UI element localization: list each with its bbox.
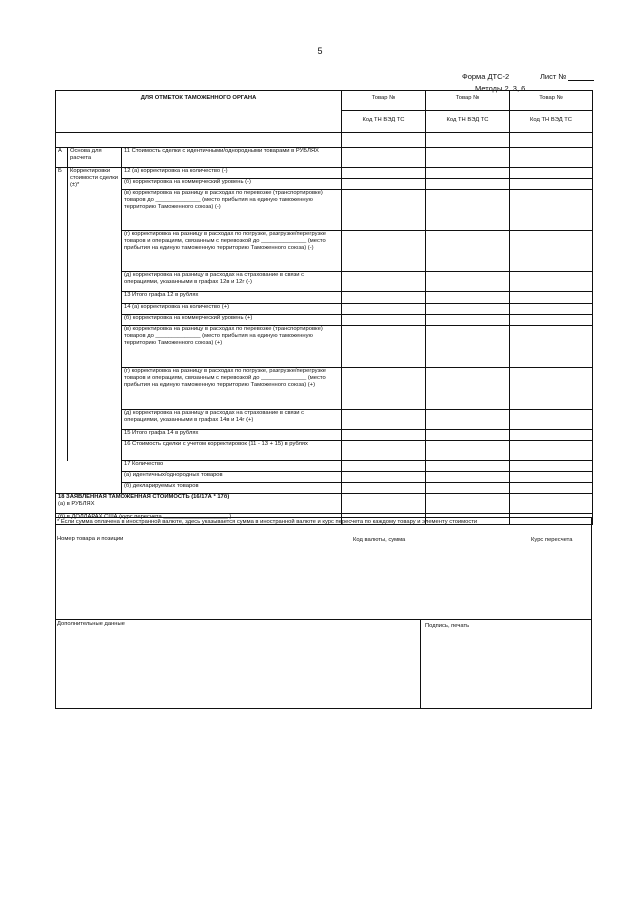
- hs-code-2[interactable]: Код ТН ВЭД ТС: [426, 111, 510, 133]
- form-label: Форма ДТС-2: [462, 72, 510, 81]
- row-18a-label: (а) в РУБЛЯХ: [58, 501, 95, 507]
- row-18-title: 18 ЗАЯВЛЕННАЯ ТАМОЖЕННАЯ СТОИМОСТЬ (16/17А * 17б): [58, 494, 230, 500]
- section-a-label: Основа для расчета: [68, 148, 122, 168]
- lower-divider: [55, 619, 592, 620]
- customs-marks-header: ДЛЯ ОТМЕТОК ТАМОЖЕННОГО ОРГАНА: [56, 91, 342, 133]
- row-17-label: 17 Количество: [122, 461, 342, 472]
- additional-data-label: Дополнительные данные: [57, 621, 125, 627]
- dts2-form-table: [55, 90, 593, 525]
- goods-number-2[interactable]: Товар №: [426, 91, 510, 111]
- row-12d-label: (д) корректировка на разницу в расходах на страхование в связи с операциями, указанными в графах 12в и 12г (-): [122, 272, 342, 292]
- row-12a-value-3[interactable]: [510, 168, 593, 179]
- currency-code-sum-label: Код валюты, сумма: [353, 537, 406, 543]
- section-a-letter: А: [56, 148, 68, 168]
- row-15-label: 15 Итого графа 14 в рублях: [122, 430, 342, 441]
- row-14g-label: (г) корректировка на разницу в расходах по погрузке, разгрузке/перегрузке товаров и операциям, связанным с перевозкой до ______________ (место прибытия на единую таможенную территорию Таможенного союза) (+): [122, 368, 342, 410]
- row-12a-label: 12 (а) корректировка на количество (-): [122, 168, 342, 179]
- sheet-label: Лист №: [540, 72, 567, 81]
- row-11-value-3[interactable]: [510, 148, 593, 168]
- hs-code-1[interactable]: Код ТН ВЭД ТС: [342, 111, 426, 133]
- row-11-value-2[interactable]: [426, 148, 510, 168]
- row-14v-label: (в) корректировка на разницу в расходах по перевозке (транспортировке) товаров до ______________ (место прибытия на единую таможенную территорию Таможенного союза) (+): [122, 326, 342, 368]
- signature-divider: [420, 619, 421, 709]
- row-14d-label: (д) корректировка на разницу в расходах на страхование в связи с операциями, указанными в графах 14в и 14г (+): [122, 410, 342, 430]
- row-17b-label: (б) декларируемых товаров: [122, 483, 342, 494]
- lower-right-border: [591, 517, 592, 709]
- header-spacer: [56, 133, 342, 148]
- row-12a-value-2[interactable]: [426, 168, 510, 179]
- row-12v-label: (в) корректировка на разницу в расходах по перевозке (транспортировке) товаров до ______________ (место прибытия на единую таможенную территорию Таможенного союза) (-): [122, 190, 342, 231]
- item-position-label: Номер товара и позиции: [57, 536, 124, 542]
- row-12a-value-1[interactable]: [342, 168, 426, 179]
- row-11-label: 11 Стоимость сделки с идентичными/однородными товарами в РУБЛЯХ: [122, 148, 342, 168]
- lower-left-border: [55, 517, 56, 709]
- section-b-label: Корректировки стоимости сделки (±)*: [68, 168, 122, 461]
- row-14b-label: (б) корректировка на коммерческий уровень (+): [122, 315, 342, 326]
- footnote: * Если сумма оплачена в иностранной валюте, здесь указывается сумма в иностранной валюте и курс пересчета по каждому товару и элементу стоимости: [57, 519, 478, 525]
- signature-seal-label: Подпись, печать: [425, 623, 470, 629]
- sheet-number-line: [568, 80, 594, 81]
- row-18-label: [56, 494, 342, 514]
- goods-number-1[interactable]: Товар №: [342, 91, 426, 111]
- row-16-label: 16 Стоимость сделки с учетом корректировок (11 - 13 + 15) в рублях: [122, 441, 342, 461]
- row-14a-label: 14 (а) корректировка на количество (+): [122, 304, 342, 315]
- row-13-label: 13 Итого графа 12 в рублях: [122, 292, 342, 304]
- hs-code-3[interactable]: Код ТН ВЭД ТС: [510, 111, 593, 133]
- lower-bottom-border: [55, 708, 592, 709]
- row-17a-label: (а) идентичных/однородных товаров: [122, 472, 342, 483]
- methods-label: Методы 2, 3, 6: [475, 84, 526, 93]
- section-b-letter: Б: [56, 168, 68, 461]
- goods-number-3[interactable]: Товар №: [510, 91, 593, 111]
- exchange-rate-label: Курс пересчета: [531, 537, 573, 543]
- row-17-left-blank: [56, 461, 122, 472]
- row-12b-label: (б) корректировка на коммерческий уровень (-): [122, 179, 342, 190]
- lower-top-border: [55, 517, 592, 518]
- row-11-value-1[interactable]: [342, 148, 426, 168]
- row-12g-label: (г) корректировка на разницу в расходах по погрузке, разгрузке/перегрузке товаров и операциям, связанным с перевозкой до ______________ (место прибытия на единую таможенную территорию Таможенного союза) (-): [122, 231, 342, 272]
- page-number: 5: [317, 46, 323, 56]
